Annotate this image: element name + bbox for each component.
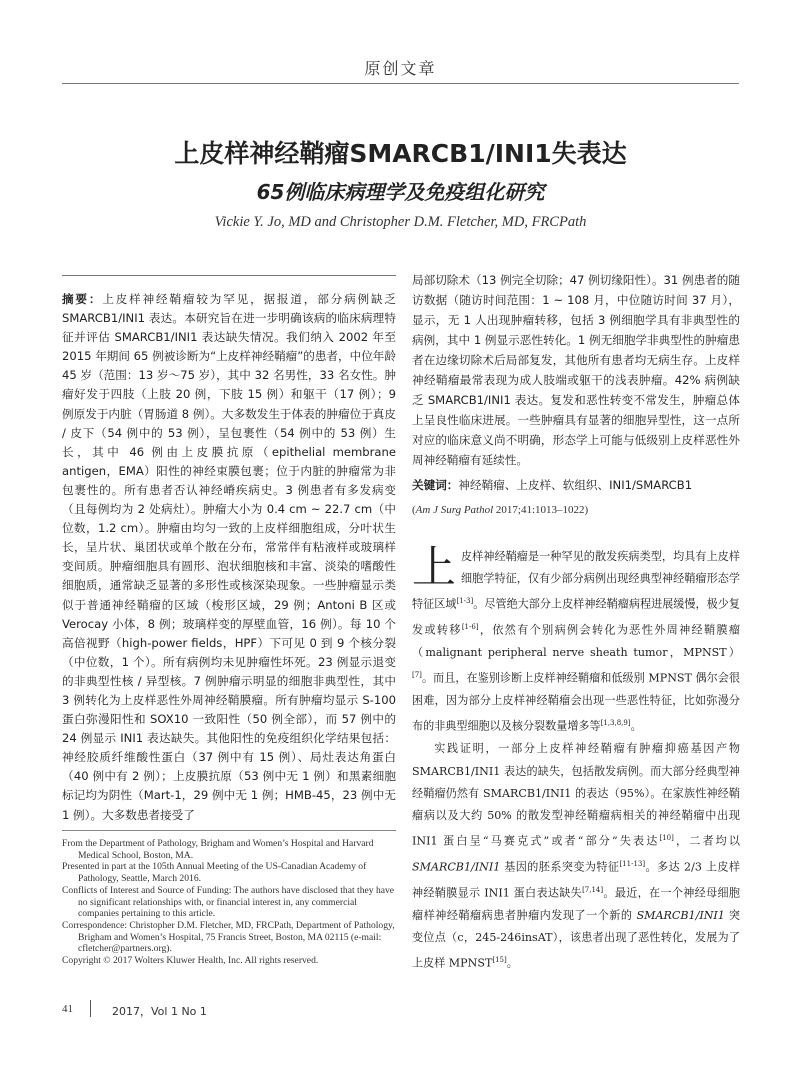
text-run: 。 (506, 956, 518, 970)
reference: [7] (412, 671, 422, 680)
text-run: 皮样神经鞘瘤是一种罕见的散发疾病类型，均具有上皮样细胞学特征，仅有少部分病例出现经典型神经鞘瘤形态学特征区域 (412, 550, 740, 612)
abstract (62, 290, 396, 825)
article-title: 上皮样神经鞘瘤SMARCB1/INI1失表达 (174, 139, 627, 168)
drop-cap: 上 (412, 542, 456, 593)
section-label: 原创文章 (364, 59, 437, 78)
footnote-presented: Presented in part at the 105th Annual Meeting of the US-Canadian Academy of Pathology, Seattle, March 2016. (62, 861, 367, 885)
article-authors: Vickie Y. Jo, MD and Christopher D.M. Fletcher, MD, FRCPath (214, 214, 587, 230)
footnote-correspondence: Correspondence: Christopher D.M. Fletcher, MD, FRCPath, Department of Pathology, Brigham and Women’s Hospital, 75 Francis Street, Boston, MA 02115 (e-mail: cfletcher@partners.org). (62, 919, 395, 955)
keywords-label: 关键词： (412, 478, 459, 492)
abstract-text: 上皮样神经鞘瘤较为罕见，据报道，部分病例缺乏SMARCB1/INI1 表达。本研究旨在进一步明确该病的临床病理特征并评估 SMARCB1/INI1 表达缺失情况。我们纳入 2002 年至 2015 年期间 65 例被诊断为“上皮样神经鞘瘤”的患者，中位年龄 45 岁（范围：13 岁～75 岁），其中 32 名男性，33 名女性。肿瘤好发于四肢（上肢 20 例，下肢 15 例）和躯干（17 例）；9 例原发于内脏（胃肠道 8 例）。大多数发生于体表的肿瘤位于真皮 / 皮下（54 例中的 53 例），呈包裹性（54 例中的 53 例）生长，其中 46 例由上皮膜抗原（epithelial membrane antigen，EMA）阳性的神经束膜包裹；位于内脏的肿瘤常为非包裹性的。所有患者否认神经嵴疾病史。3 例患者有多发病变（且每例均为 2 处病灶）。肿瘤大小为 0.4 cm ~ 22.7 cm（中位数，1.2 cm）。肿瘤由均匀一致的上皮样细胞组成，分叶状生长，呈片状、巢团状或单个散在分布，常常伴有粘液样或玻璃样变间质。肿瘤细胞具有圆形、泡状细胞核和丰富、淡染的嗜酸性细胞质，通常缺乏显著的多形性或核深染现象。一些肿瘤显示类似于普通神经鞘瘤的区域（梭形区域，29 例；Antoni B 区或 Verocay 小体，8 例；玻璃样变的厚壁血管，16 例）。每 10 个高倍视野（high-power fields，HPF）下可见 0 到 9 个核分裂（中位数，1 个）。所有病例均未见肿瘤性坏死。23 例显示退变的非典型性核 / 异型核。7 例肿瘤示明显的细胞非典型性，其中 3 例转化为上皮样恶性外周神经鞘膜瘤。所有肿瘤均显示 S-100 蛋白弥漫阳性和 SOX10 一致阳性（50 例全部），而 57 例中的 24 例显示 INI1 表达缺失。其他阳性的免疫组织化学结果包括：神经胶质纤维酸性蛋白（37 例中有 15 例）、局灶表达角蛋白（40 例中有 2 例）；上皮膜抗原（53 例中无 1 例）和黑素细胞标记均为阴性（Mart-1，29 例中无 1 例；HMB-45，23 例中无 1 例）。大多数患者接受了 (62, 292, 396, 822)
body-paragraph (412, 738, 740, 975)
article-subtitle: 65例临床病理学及免疫组化研究 (256, 180, 545, 204)
footnote-rule (62, 830, 396, 831)
text-run: 突变位点（c，245-246insAT），该患者出现了恶性转化，发展为了上皮样 MPNST (412, 908, 740, 970)
text-run: 。尽管绝大部分上皮样神经鞘瘤病程进展缓慢，极少复发或转移 (412, 598, 740, 637)
footnote-conflicts: Conflicts of Interest and Source of Funding: The authors have disclosed that they have no significant relationships with, or financial interest in, any commercial companies pertaining to this article. (62, 884, 395, 920)
reference: [15] (492, 956, 507, 965)
body-text (412, 542, 740, 975)
reference: [1,3,8,9] (600, 719, 631, 728)
text-run: ，二者均以 (673, 834, 740, 848)
abstract-continuation: 局部切除术（13 例完全切除；47 例切缘阳性）。31 例患者的随访数据（随访时间范围：1 ~ 108 月，中位随访时间 37 月），显示，无 1 人出现肿瘤转移，包括 3 例细胞学具有非典型性的病例，其中 1 例显示恶性转化。1 例无细胞学非典型性的肿瘤患者在边缘切除术后局部复发，其他所有患者均无病生存。上皮样神经鞘瘤最常表现为成人肢端或躯干的浅表肿瘤。42% 病例缺乏 SMARCB1/INI1 表达。复发和恶性转变不常发生，肿瘤总体上呈良性临床进展。一些肿瘤具有显著的细胞异型性，这一点所对应的临床意义尚不明确，形态学上可能与低级别上皮样恶性外周神经鞘瘤有延续性。 (412, 273, 740, 467)
footnote-affiliation: From the Department of Pathology, Brigham and Women’s Hospital and Harvard Medical School, Boston, MA. (62, 838, 374, 861)
keywords-text: 神经鞘瘤、上皮样、软组织、INI1/SMARCB1 (458, 478, 693, 492)
abstract-label: 摘要： (62, 292, 103, 306)
footer-divider (90, 1000, 91, 1017)
reference: [11-13] (619, 860, 646, 869)
text-run: 。而且，在鉴别诊断上皮样神经鞘瘤和低级别 MPNST 偶尔会很困难，因为部分上皮样神经鞘瘤会出现一些恶性特征，比如弥漫分布的非典型细胞以及核分裂数量增多等 (412, 672, 740, 734)
keywords (412, 476, 740, 495)
text-run: 。 (630, 720, 642, 734)
text-run: 。多达 2/3 上皮样神经鞘膜显示 INI1 蛋白表达缺失 (412, 860, 740, 900)
footnote-copyright: Copyright © 2017 Wolters Kluwer Health, Inc. All rights reserved. (62, 955, 319, 967)
volume-info: 2017，Vol 1 No 1 (112, 1005, 207, 1018)
gene-name: SMARCB1/INI1 (412, 860, 501, 874)
page-number: 41 (62, 1003, 73, 1015)
abstract-rule (62, 275, 396, 276)
reference: [7,14] (582, 885, 604, 894)
text-run: 。最近，在一个神经母细胞瘤样神经鞘瘤病患者肿瘤内发现了一个新的 (412, 886, 740, 922)
text-run: 实践证明，一部分上皮样神经鞘瘤有肿瘤抑癌基因产物 SMARCB1/INI1 表达的缺失，包括散发病例。而大部分经典型神经鞘瘤仍然有 SMARCB1/INI1 的表达（95%）。在家族性神经鞘瘤病以及大约 50% 的散发型神经鞘瘤病相关的神经鞘瘤中出现 INI1 蛋白呈“马赛克式”或者“部分”失表达 (412, 742, 740, 848)
citation-details: 2017;41:1013–1022) (493, 504, 589, 516)
text-run: 基因的胚系突变为特征 (500, 860, 620, 874)
citation-journal: Am J Surg Pathol (415, 504, 494, 516)
text-run: ，依然有个别病例会转化为恶性外周神经鞘膜瘤（malignant peripheral nerve sheath tumor，MPNST） (412, 623, 740, 660)
reference: [1-3] (456, 597, 474, 606)
header-rule (62, 83, 739, 84)
reference: [10] (659, 834, 674, 843)
body-paragraph (412, 542, 740, 738)
footnotes (62, 838, 396, 967)
citation: (Am J Surg Pathol 2017;41:1013–1022) (412, 504, 589, 516)
gene-name: SMARCB1/INI1 (636, 908, 725, 922)
reference: [1-6] (461, 623, 479, 632)
